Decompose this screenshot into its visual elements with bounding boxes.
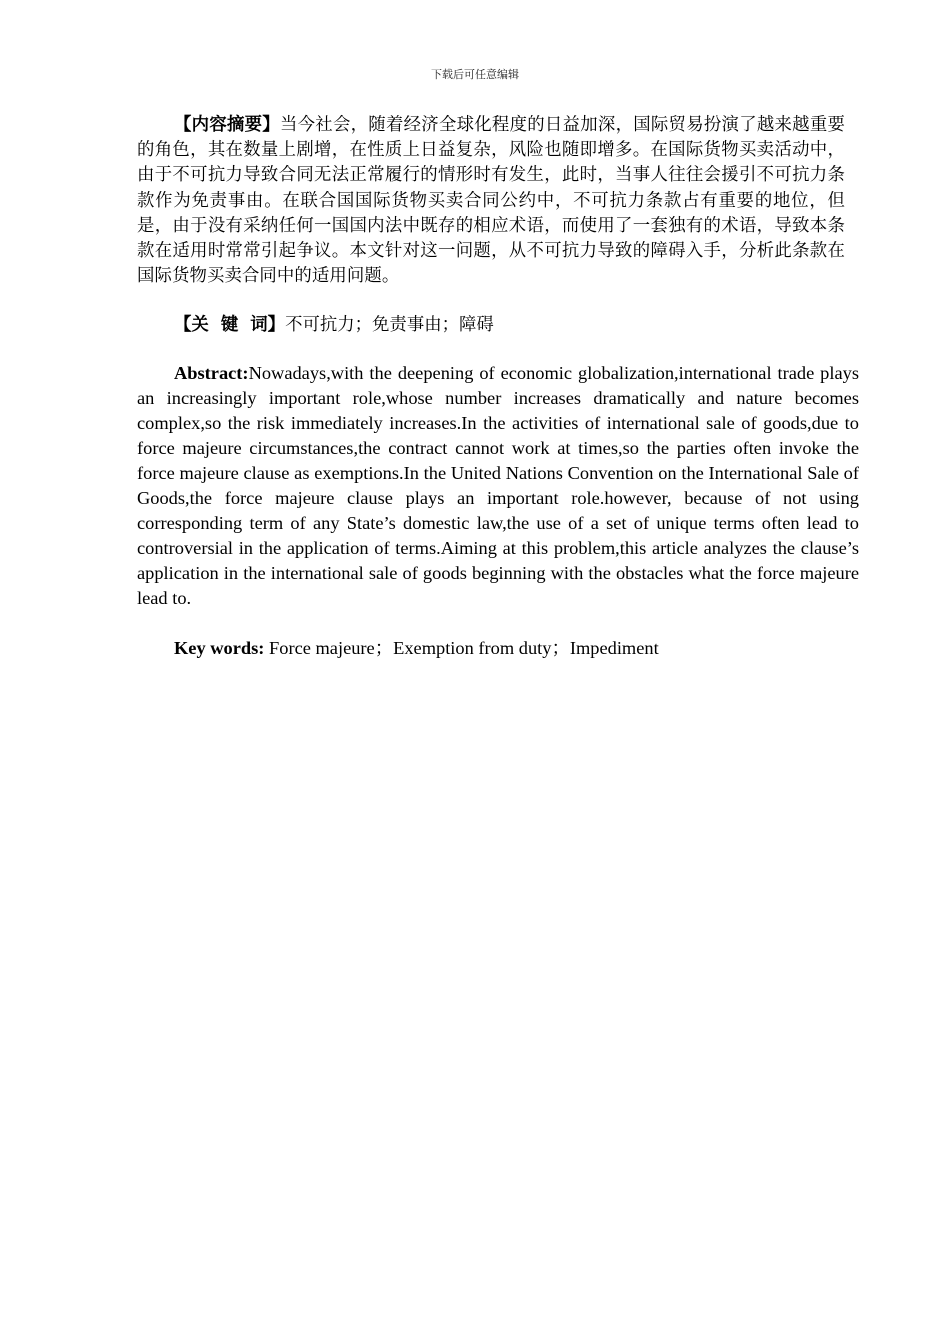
english-abstract-label: Abstract: bbox=[174, 363, 249, 383]
english-abstract-text: Nowadays,with the deepening of economic globalization,international trade plays an increasingly important role,whose number increases dramatically and nature becomes complex,so the risk immediately increases.In the activities of international sale of goods,due to force majeure circumstances,the contract cannot work at times,so the parties often invoke the force majeure clause as exemptions.In the United Nations Convention on the International Sale of Goods,the force majeure clause plays an important role.however, because of not using corresponding term of any State’s domestic law,the use of a set of unique terms often lead to controversial in the application of terms.Aiming at this problem,this article analyzes the clause’s application in the international sale of goods beginning with the obstacles what the force majeure lead to. bbox=[137, 363, 859, 608]
english-keywords-label: Key words: bbox=[174, 638, 265, 658]
chinese-keywords-text: 不可抗力；免责事由；障碍 bbox=[285, 315, 494, 335]
english-keywords-text: Force majeure；Exemption from duty；Impediment bbox=[264, 638, 659, 658]
english-keywords bbox=[174, 636, 659, 661]
chinese-abstract bbox=[137, 113, 845, 289]
chinese-abstract-text: 当今社会，随着经济全球化程度的日益加深，国际贸易扮演了越来越重要的角色，其在数量上剧增，在性质上日益复杂，风险也随即增多。在国际货物买卖活动中，由于不可抗力导致合同无法正常履行的情形时有发生，此时，当事人往往会援引不可抗力条款作为免责事由。在联合国国际货物买卖合同公约中，不可抗力条款占有重要的地位，但是，由于没有采纳任何一国国内法中既存的相应术语，而使用了一套独有的术语，导致本条款在适用时常常引起争议。本文针对这一问题，从不可抗力导致的障碍入手，分析此条款在国际货物买卖合同中的适用问题。 bbox=[137, 115, 846, 287]
chinese-keywords bbox=[174, 313, 494, 338]
english-abstract bbox=[137, 361, 859, 611]
chinese-keywords-label: 【关 键 词】 bbox=[174, 315, 286, 335]
chinese-abstract-label: 【内容摘要】 bbox=[174, 115, 280, 135]
page-header: 下载后可任意编辑 bbox=[431, 68, 519, 81]
